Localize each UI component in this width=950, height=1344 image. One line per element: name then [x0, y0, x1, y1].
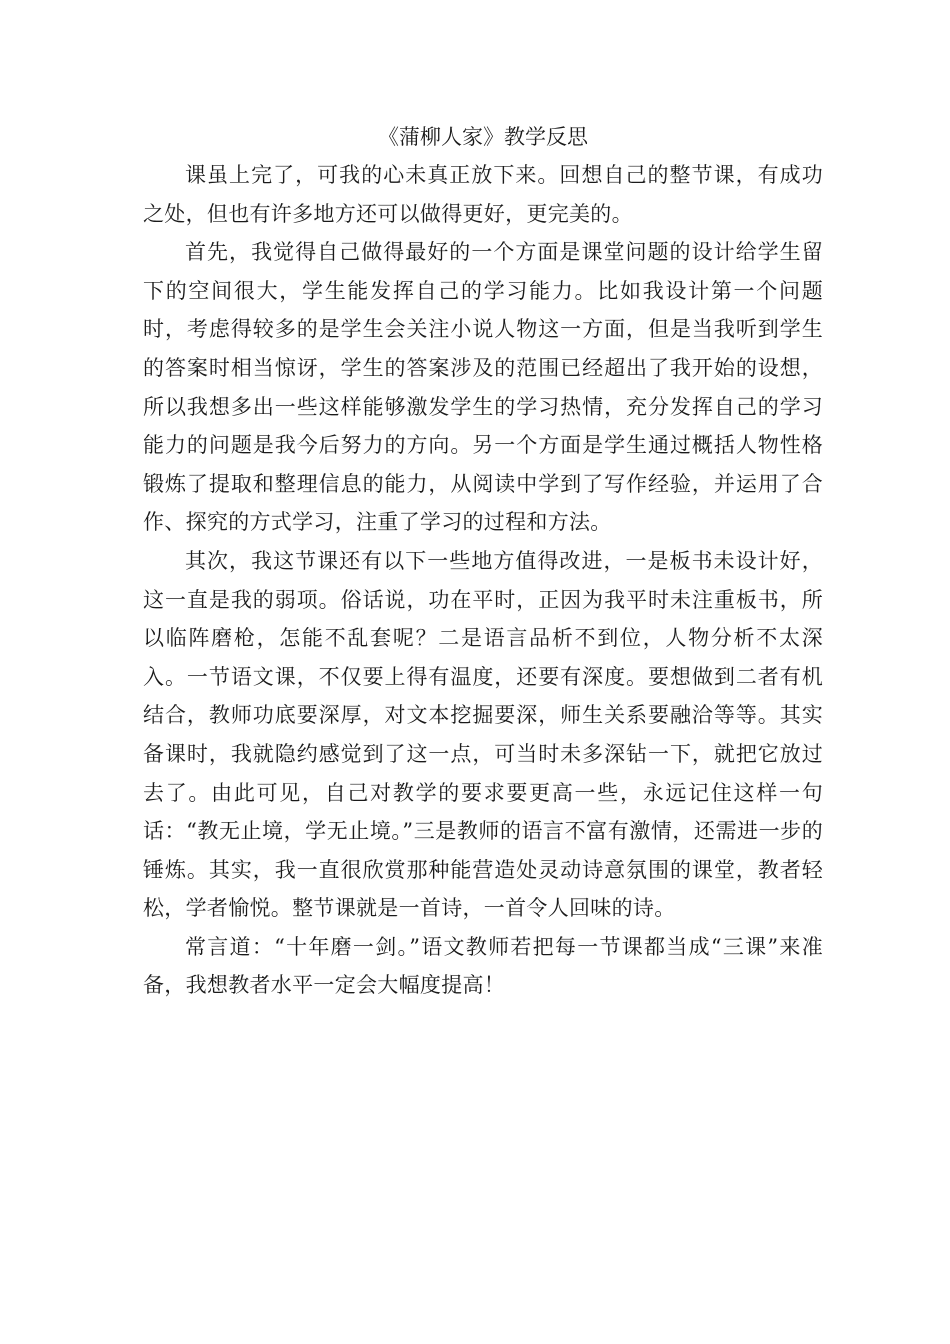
paragraph-conclusion: 常言道：“十年磨一剑。”语文教师若把每一节课都当成“三课”来准备，我想教者水平一定会大幅度提高！ — [143, 934, 823, 998]
paragraph-improvements: 其次，我这节课还有以下一些地方值得改进，一是板书未设计好，这一直是我的弱项。俗话说，功在平时，正因为我平时未注重板书，所以临阵磨枪，怎能不乱套呢？二是语言品析不到位，人物分析不太深入。一节语文课，不仅要上得有温度，还要有深度。要想做到二者有机结合，教师功底要深厚，对文本挖掘要深，师生关系要融洽等等。其实备课时，我就隐约感觉到了这一点，可当时未多深钻一下，就把它放过去了。由此可见，自己对教学的要求要更高一些，永远记住这样一句话：“教无止境，学无止境。”三是教师的语言不富有激情，还需进一步的锤炼。其实，我一直很欣赏那种能营造处灵动诗意氛围的课堂，教者轻松，学者愉悦。整节课就是一首诗，一首令人回味的诗。 — [143, 548, 823, 921]
document-title: 《蒲柳人家》教学反思 — [378, 125, 588, 149]
paragraph-intro: 课虽上完了，可我的心未真正放下来。回想自己的整节课，有成功之处，但也有许多地方还可以做得更好，更完美的。 — [143, 163, 823, 226]
paragraph-strengths: 首先，我觉得自己做得最好的一个方面是课堂问题的设计给学生留下的空间很大，学生能发挥自己的学习能力。比如我设计第一个问题时，考虑得较多的是学生会关注小说人物这一方面，但是当我听到学生的答案时相当惊讶，学生的答案涉及的范围已经超出了我开始的设想，所以我想多出一些这样能够激发学生的学习热情，充分发挥自己的学习能力的问题是我今后努力的方向。另一个方面是学生通过概括人物性格锻炼了提取和整理信息的能力，从阅读中学到了写作经验，并运用了合作、探究的方式学习，注重了学习的过程和方法。 — [143, 240, 823, 535]
document-body — [143, 118, 823, 1005]
